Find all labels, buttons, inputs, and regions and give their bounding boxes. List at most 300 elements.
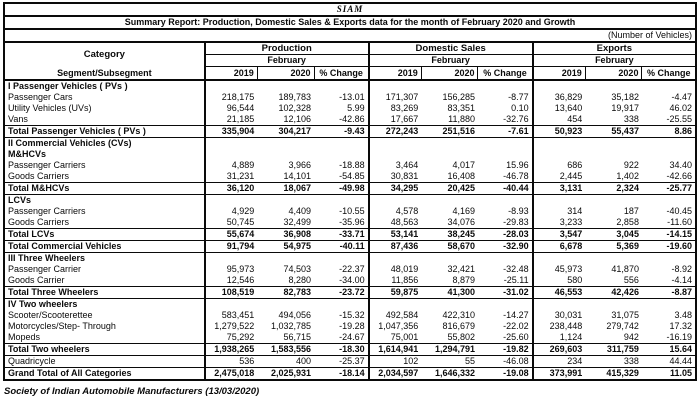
cell-value — [533, 299, 586, 311]
cell-value: -8.77 — [478, 92, 533, 103]
cell-value: 41,870 — [611, 264, 639, 274]
table-row — [4, 241, 696, 253]
table-row — [4, 321, 696, 332]
cell-value: 304,217 — [257, 126, 314, 138]
cell-value — [585, 253, 642, 265]
cell-value — [421, 80, 478, 92]
cell-value: 48,019 — [390, 264, 419, 274]
cell-value: 1,032,785 — [270, 321, 312, 331]
cell-value: 75,292 — [226, 332, 255, 342]
row-label: Mopeds — [4, 332, 205, 344]
production-2020-header: 2020 — [257, 67, 314, 81]
cell-value: 494,056 — [278, 310, 312, 320]
cell-value — [478, 80, 533, 92]
cell-value — [585, 195, 642, 207]
cell-value: -18.14 — [314, 368, 369, 381]
cell-value: 15.64 — [642, 344, 696, 356]
cell-value: 41,300 — [421, 287, 478, 299]
cell-value: 4,169 — [452, 206, 475, 216]
cell-value: 14,101 — [283, 171, 312, 181]
cell-value: 5,369 — [585, 241, 642, 253]
row-label: Passenger Cars — [4, 92, 205, 103]
cell-value — [369, 195, 422, 207]
cell-value — [478, 138, 533, 150]
cell-value — [642, 299, 696, 311]
group-header-row — [4, 42, 696, 55]
cell-value — [642, 195, 696, 207]
table-row — [4, 149, 696, 160]
cell-value — [205, 138, 258, 150]
cell-value: -16.19 — [666, 332, 692, 342]
cell-value: 3,966 — [288, 160, 312, 170]
cell-value: 338 — [623, 114, 639, 124]
table-row — [4, 206, 696, 217]
cell-value: -40.45 — [666, 206, 692, 216]
cell-value: 11.05 — [642, 368, 696, 381]
exports-change-header: % Change — [642, 67, 696, 81]
cell-value: -32.90 — [478, 241, 533, 253]
cell-value: 583,451 — [221, 310, 255, 320]
cell-value: 82,783 — [257, 287, 314, 299]
row-label: II Commercial Vehicles (CVs) — [4, 138, 205, 150]
cell-value: -14.15 — [642, 229, 696, 241]
cell-value — [585, 299, 642, 311]
cell-value — [642, 138, 696, 150]
cell-value — [478, 149, 533, 160]
cell-value: 400 — [295, 356, 312, 366]
cell-value: -13.01 — [314, 92, 369, 103]
cell-value: -40.11 — [314, 241, 369, 253]
cell-value: -25.11 — [478, 275, 533, 287]
cell-value: 34.40 — [669, 160, 692, 170]
domestic-change-header: % Change — [478, 67, 533, 81]
cell-value: 1,294,791 — [421, 344, 478, 356]
cell-value — [314, 253, 369, 265]
cell-value: 335,904 — [205, 126, 258, 138]
cell-value: 492,584 — [385, 310, 419, 320]
cell-value: 4,889 — [231, 160, 255, 170]
cell-value: 87,436 — [369, 241, 422, 253]
cell-value: -24.67 — [314, 332, 369, 344]
cell-value: 12,546 — [226, 275, 255, 285]
cell-value — [421, 195, 478, 207]
cell-value — [533, 80, 586, 92]
siam-title: SIAM — [4, 3, 696, 16]
cell-value — [533, 149, 586, 160]
table-row — [4, 332, 696, 344]
cell-value: 2,025,931 — [257, 368, 314, 381]
cell-value: 75,001 — [390, 332, 419, 342]
cell-value: 251,516 — [421, 126, 478, 138]
cell-value: -33.71 — [314, 229, 369, 241]
cell-value: 5.99 — [314, 103, 369, 114]
cell-value: -49.98 — [314, 183, 369, 195]
domestic-2020-header: 2020 — [421, 67, 478, 81]
table-row — [4, 253, 696, 265]
cell-value: 20,425 — [421, 183, 478, 195]
cell-value: 2,858 — [616, 217, 639, 227]
cell-value — [533, 138, 586, 150]
cell-value: 8,879 — [452, 275, 475, 285]
cell-value: 31,075 — [611, 310, 639, 320]
domestic-sales-group-header: Domestic Sales — [369, 42, 533, 55]
cell-value: -19.28 — [314, 321, 369, 332]
cell-value: 34,076 — [447, 217, 475, 227]
cell-value — [205, 195, 258, 207]
cell-value: 30,031 — [554, 310, 583, 320]
cell-value: -19.82 — [478, 344, 533, 356]
cell-value: 55,437 — [585, 126, 642, 138]
cell-value: 58,670 — [421, 241, 478, 253]
cell-value: 17,667 — [390, 114, 419, 124]
cell-value: -25.55 — [666, 114, 692, 124]
cell-value: 13,640 — [554, 103, 583, 113]
table-row — [4, 287, 696, 299]
cell-value: -42.66 — [666, 171, 692, 181]
cell-value: 156,285 — [442, 92, 475, 102]
footer-note: Society of Indian Automobile Manufacturers (13/03/2020) — [4, 386, 260, 397]
cell-value: 4,578 — [395, 206, 419, 216]
cell-value: 422,310 — [442, 310, 475, 320]
cell-value: 1,124 — [559, 332, 583, 342]
cell-value: -8.93 — [478, 206, 533, 217]
cell-value: 238,448 — [549, 321, 583, 331]
cell-value: 942 — [623, 332, 639, 342]
table-row — [4, 344, 696, 356]
cell-value — [205, 149, 258, 160]
cell-value: 1,614,941 — [369, 344, 422, 356]
row-label: Goods Carrier — [4, 275, 205, 287]
cell-value: 536 — [239, 356, 255, 366]
cell-value: 338 — [623, 356, 639, 366]
table-row — [4, 138, 696, 150]
cell-value — [257, 299, 314, 311]
cell-value: 279,742 — [606, 321, 639, 331]
cell-value: 46,553 — [533, 287, 586, 299]
cell-value: -22.37 — [314, 264, 369, 275]
cell-value — [257, 195, 314, 207]
cell-value: 36,908 — [257, 229, 314, 241]
row-label: Total LCVs — [4, 229, 205, 241]
production-group-header: Production — [205, 42, 369, 55]
row-label: Goods Carriers — [4, 171, 205, 183]
cell-value: 187 — [623, 206, 639, 216]
table-row — [4, 171, 696, 183]
cell-value: 15.96 — [478, 160, 533, 171]
cell-value: 1,279,522 — [214, 321, 255, 331]
row-label: Passenger Carriers — [4, 160, 205, 171]
table-row — [4, 183, 696, 195]
cell-value: 6,678 — [533, 241, 586, 253]
cell-value: 3,045 — [585, 229, 642, 241]
row-label: IV Two wheelers — [4, 299, 205, 311]
cell-value: 91,794 — [205, 241, 258, 253]
row-label: Vans — [4, 114, 205, 126]
cell-value: 55 — [464, 356, 475, 366]
cell-value: 36,120 — [205, 183, 258, 195]
cell-value — [642, 253, 696, 265]
cell-value: 59,875 — [369, 287, 422, 299]
cell-value — [205, 253, 258, 265]
cell-value: 2,034,597 — [369, 368, 422, 381]
row-label: Passenger Carrier — [4, 264, 205, 275]
table-row — [4, 114, 696, 126]
cell-value — [257, 149, 314, 160]
title-row — [4, 3, 696, 16]
exports-2020-header: 2020 — [585, 67, 642, 81]
summary-report-table — [3, 2, 697, 381]
cell-value: -25.60 — [478, 332, 533, 344]
cell-value — [421, 149, 478, 160]
cell-value: 55,802 — [447, 332, 475, 342]
cell-value: 8,280 — [288, 275, 312, 285]
row-label: Total Three Wheelers — [4, 287, 205, 299]
cell-value: 44.44 — [669, 356, 692, 366]
cell-value: 1,583,556 — [257, 344, 314, 356]
cell-value: 4,017 — [452, 160, 475, 170]
cell-value: 314 — [567, 206, 583, 216]
cell-value: 269,603 — [533, 344, 586, 356]
column-header-row — [4, 67, 696, 81]
cell-value: -25.77 — [642, 183, 696, 195]
cell-value: 373,991 — [533, 368, 586, 381]
cell-value: 38,245 — [421, 229, 478, 241]
category-header: Category — [4, 42, 205, 67]
cell-value: -18.88 — [314, 160, 369, 171]
cell-value: -46.08 — [478, 356, 533, 368]
cell-value — [585, 149, 642, 160]
cell-value: -22.02 — [478, 321, 533, 332]
cell-value: 95,973 — [226, 264, 255, 274]
cell-value: -42.86 — [314, 114, 369, 126]
cell-value: 11,880 — [448, 114, 475, 124]
cell-value — [314, 149, 369, 160]
cell-value: 12,106 — [283, 114, 312, 124]
cell-value: 36,829 — [554, 92, 583, 102]
cell-value: 4,409 — [288, 206, 312, 216]
table-row — [4, 299, 696, 311]
cell-value — [585, 138, 642, 150]
cell-value: -11.60 — [667, 217, 692, 227]
cell-value: 1,646,332 — [421, 368, 478, 381]
cell-value: 11,856 — [391, 275, 419, 285]
production-month-header: February — [205, 55, 369, 67]
cell-value: -7.61 — [478, 126, 533, 138]
subtitle-row — [4, 16, 696, 29]
units-row — [4, 29, 696, 42]
cell-value — [478, 253, 533, 265]
cell-value — [642, 149, 696, 160]
domestic-2019-header: 2019 — [369, 67, 422, 81]
cell-value: 3,464 — [395, 160, 419, 170]
cell-value: 8.86 — [642, 126, 696, 138]
cell-value: 46.02 — [669, 103, 692, 113]
table-row — [4, 126, 696, 138]
row-label: Total Passenger Vehicles ( PVs ) — [4, 126, 205, 138]
cell-value: 415,329 — [585, 368, 642, 381]
cell-value: 102,328 — [278, 103, 312, 113]
cell-value: 83,269 — [390, 103, 419, 113]
cell-value: 19,917 — [611, 103, 639, 113]
table-body — [4, 80, 696, 380]
table-row — [4, 80, 696, 92]
cell-value: -19.60 — [642, 241, 696, 253]
cell-value: 1,402 — [616, 171, 639, 181]
table-row — [4, 275, 696, 287]
cell-value: 16,408 — [447, 171, 475, 181]
cell-value — [205, 299, 258, 311]
cell-value: -32.48 — [478, 264, 533, 275]
cell-value: 35,182 — [611, 92, 639, 102]
cell-value: 2,324 — [585, 183, 642, 195]
table-row — [4, 310, 696, 321]
cell-value: 454 — [567, 114, 583, 124]
table-row — [4, 264, 696, 275]
row-label: Passenger Carriers — [4, 206, 205, 217]
cell-value: 3,547 — [533, 229, 586, 241]
cell-value: 556 — [623, 275, 639, 285]
row-label: Total M&HCVs — [4, 183, 205, 195]
cell-value — [314, 138, 369, 150]
segment-subsegment-header: Segment/Subsegment — [4, 67, 205, 81]
cell-value: 42,426 — [585, 287, 642, 299]
exports-2019-header: 2019 — [533, 67, 586, 81]
cell-value: 48,563 — [390, 217, 419, 227]
cell-value: -4.47 — [671, 92, 692, 102]
cell-value: 816,679 — [442, 321, 475, 331]
cell-value: 54,975 — [257, 241, 314, 253]
cell-value — [533, 253, 586, 265]
cell-value: -34.00 — [314, 275, 369, 287]
cell-value: 55,674 — [205, 229, 258, 241]
cell-value: -8.87 — [642, 287, 696, 299]
cell-value: 4,929 — [231, 206, 255, 216]
row-label: Utility Vehicles (UVs) — [4, 103, 205, 114]
cell-value — [642, 80, 696, 92]
cell-value: 922 — [623, 160, 639, 170]
cell-value: -18.30 — [314, 344, 369, 356]
cell-value: -29.83 — [478, 217, 533, 229]
cell-value: -23.72 — [314, 287, 369, 299]
cell-value: -25.37 — [314, 356, 369, 368]
cell-value: -10.55 — [314, 206, 369, 217]
cell-value: 45,973 — [554, 264, 583, 274]
cell-value: 74,503 — [283, 264, 312, 274]
units-note: (Number of Vehicles) — [4, 29, 696, 42]
cell-value: -15.32 — [314, 310, 369, 321]
cell-value — [257, 80, 314, 92]
cell-value — [585, 80, 642, 92]
cell-value: 34,295 — [369, 183, 422, 195]
cell-value: 0.10 — [478, 103, 533, 114]
row-label: Total Commercial Vehicles — [4, 241, 205, 253]
production-change-header: % Change — [314, 67, 369, 81]
table-row — [4, 217, 696, 229]
cell-value: 580 — [567, 275, 583, 285]
row-label: Goods Carriers — [4, 217, 205, 229]
table-row — [4, 92, 696, 103]
table-row — [4, 103, 696, 114]
cell-value — [257, 253, 314, 265]
row-label: Total Two wheelers — [4, 344, 205, 356]
cell-value — [421, 299, 478, 311]
cell-value: 218,175 — [221, 92, 255, 102]
row-label: Quadricycle — [4, 356, 205, 368]
cell-value: -46.78 — [478, 171, 533, 183]
cell-value: 108,519 — [205, 287, 258, 299]
cell-value: 56,715 — [283, 332, 312, 342]
cell-value: -9.43 — [314, 126, 369, 138]
cell-value: 32,499 — [283, 217, 312, 227]
row-label: LCVs — [4, 195, 205, 207]
table-row — [4, 160, 696, 171]
cell-value — [205, 80, 258, 92]
report-title: Summary Report: Production, Domestic Sales & Exports data for the month of February 2020 and Growth — [4, 16, 696, 29]
cell-value: 32,421 — [447, 264, 475, 274]
cell-value: 102 — [403, 356, 419, 366]
row-label: Grand Total of All Categories — [4, 368, 205, 381]
exports-group-header: Exports — [533, 42, 696, 55]
cell-value: 1,047,356 — [378, 321, 419, 331]
cell-value: 18,067 — [257, 183, 314, 195]
table-row — [4, 368, 696, 381]
cell-value: 189,783 — [278, 92, 312, 102]
table-row — [4, 195, 696, 207]
cell-value: 1,938,265 — [205, 344, 258, 356]
cell-value: -31.02 — [478, 287, 533, 299]
cell-value: -4.14 — [671, 275, 692, 285]
cell-value: 30,831 — [390, 171, 419, 181]
cell-value — [478, 195, 533, 207]
row-label: I Passenger Vehicles ( PVs ) — [4, 80, 205, 92]
cell-value: 3,131 — [533, 183, 586, 195]
cell-value — [369, 253, 422, 265]
cell-value: 50,923 — [533, 126, 586, 138]
cell-value — [314, 299, 369, 311]
cell-value: -54.85 — [314, 171, 369, 183]
cell-value: 2,475,018 — [205, 368, 258, 381]
cell-value — [369, 80, 422, 92]
cell-value — [314, 195, 369, 207]
cell-value: 96,544 — [226, 103, 255, 113]
cell-value: 3.48 — [674, 310, 692, 320]
cell-value: 83,351 — [447, 103, 475, 113]
production-2019-header: 2019 — [205, 67, 258, 81]
cell-value — [421, 138, 478, 150]
cell-value: -35.96 — [314, 217, 369, 229]
cell-value: 311,759 — [585, 344, 642, 356]
cell-value: -14.27 — [478, 310, 533, 321]
cell-value: -40.44 — [478, 183, 533, 195]
cell-value: 2,445 — [559, 171, 583, 181]
exports-month-header: February — [533, 55, 696, 67]
cell-value — [314, 80, 369, 92]
cell-value: 3,233 — [559, 217, 583, 227]
cell-value: -28.03 — [478, 229, 533, 241]
cell-value — [369, 299, 422, 311]
row-label: Scooter/Scooterettee — [4, 310, 205, 321]
domestic-sales-month-header: February — [369, 55, 533, 67]
cell-value — [369, 149, 422, 160]
cell-value: 53,141 — [369, 229, 422, 241]
cell-value — [421, 253, 478, 265]
row-label: M&HCVs — [4, 149, 205, 160]
cell-value: 234 — [567, 356, 583, 366]
table-row — [4, 229, 696, 241]
cell-value: -8.92 — [671, 264, 692, 274]
row-label: III Three Wheelers — [4, 253, 205, 265]
cell-value: -32.76 — [478, 114, 533, 126]
